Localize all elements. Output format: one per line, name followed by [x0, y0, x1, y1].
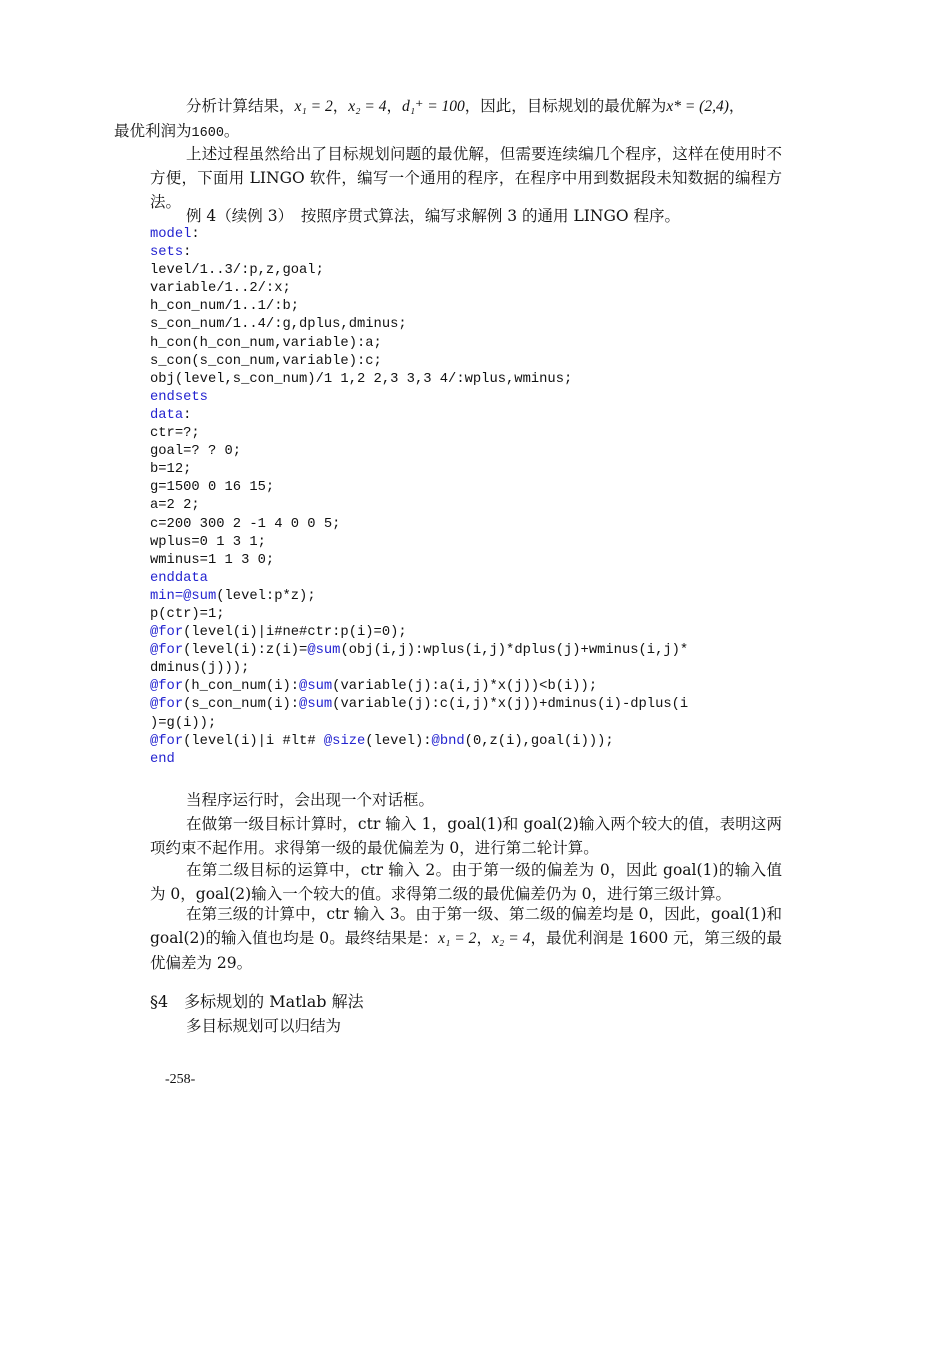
paragraph-level3 [150, 902, 782, 975]
code-line: data: [150, 407, 192, 423]
separator: ， [332, 97, 349, 115]
code-line: min=@sum(level:p*z); [150, 588, 316, 604]
paragraph-dialog: 当程序运行时，会出现一个对话框。 [186, 791, 435, 809]
equation-x2: x₂ = 4 [492, 930, 531, 947]
separator: ， [476, 929, 493, 947]
code-line: @for(level(i):z(i)=@sum(obj(i,j):wplus(i,j)*dplus(j)+wminus(i,j)* [150, 643, 689, 659]
page-number: -258- [165, 1072, 196, 1087]
equation-optimal: x* = (2,4) [666, 98, 729, 115]
code-line: variable/1..2/:x; [150, 281, 291, 297]
code-line: h_con_num/1..1/:b; [150, 299, 300, 315]
code-line: @for(level(i)|i #lt# @size(level):@bnd(0,z(i),goal(i))); [150, 733, 614, 749]
result-text-2: ，因此，目标规划的最优解为 [464, 97, 667, 115]
code-line: ctr=?; [150, 426, 200, 442]
equation-x1: x₁ = 2 [294, 98, 333, 115]
level3-text: 在第三级的计算中，ctr 输入 3。由于第一级、第二级的偏差均是 0，因此，goal(1)和 goal(2)的输入值也均是 0。最终结果是： [150, 905, 782, 947]
code-line: level/1..3/:p,z,goal; [150, 263, 324, 279]
code-line: obj(level,s_con_num)/1 1,2 2,3 3,3 4/:wplus,wminus; [150, 371, 573, 387]
code-line: a=2 2; [150, 498, 200, 514]
paragraph-level2: 在第二级目标的运算中，ctr 输入 2。由于第一级的偏差为 0，因此 goal(1)的输入值为 0，goal(2)输入一个较大的值。求得第二级的最优偏差仍为 0，进行第三级计算。 [150, 861, 782, 903]
equation-x2: x₂ = 4 [348, 98, 387, 115]
code-line: model: [150, 227, 200, 242]
result-text: 分析计算结果， [186, 97, 295, 115]
code-line: goal=? ? 0; [150, 444, 242, 460]
code-line: )=g(i)); [150, 715, 217, 731]
profit-value: 1600 [191, 126, 224, 141]
profit-line [114, 122, 239, 140]
period: 。 [223, 122, 240, 140]
paragraph-matlab-intro: 多目标规划可以归结为 [186, 1017, 342, 1035]
code-line: b=12; [150, 462, 192, 478]
profit-label: 最优利润为 [114, 122, 192, 140]
separator: ， [728, 97, 745, 115]
code-line: @for(s_con_num(i):@sum(variable(j):c(i,j)*x(j))+dminus(i)-dplus(i [150, 697, 689, 713]
code-line: h_con(h_con_num,variable):a; [150, 335, 382, 351]
code-line: wminus=1 1 3 0; [150, 552, 275, 568]
code-line: enddata [150, 570, 208, 586]
lingo-code-block [150, 226, 790, 769]
code-line: @for(level(i)|i#ne#ctr:p(i)=0); [150, 625, 407, 641]
paragraph-level1: 在做第一级目标计算时，ctr 输入 1，goal(1)和 goal(2)输入两个较大的值，表明这两项约束不起作用。求得第一级的最优偏差为 0，进行第二轮计算。 [150, 815, 782, 857]
code-line: endsets [150, 389, 208, 405]
code-line: @for(h_con_num(i):@sum(variable(j):a(i,j)*x(j))<b(i)); [150, 679, 598, 695]
equation-x1: x₁ = 2 [438, 930, 477, 947]
level3-text-2: ，最优利润是 1600 元，第三级的最优偏差为 29。 [150, 929, 782, 972]
code-line: sets: [150, 245, 192, 261]
section-heading: §4 多标规划的 Matlab 解法 [150, 992, 364, 1011]
code-line: g=1500 0 16 15; [150, 480, 275, 496]
code-line: end [150, 751, 175, 767]
equation-d1: d₁⁺ = 100 [402, 98, 465, 115]
code-line: dminus(j))); [150, 661, 250, 677]
code-line: c=200 300 2 -1 4 0 0 5; [150, 516, 341, 532]
paragraph-intro: 上述过程虽然给出了目标规划问题的最优解，但需要连续编几个程序，这样在使用时不方便，下面用 LINGO 软件，编写一个通用的程序，在程序中用到数据段未知数据的编程方法。 [150, 145, 782, 211]
code-line: s_con_num/1..4/:g,dplus,dminus; [150, 317, 407, 333]
separator: ， [386, 97, 403, 115]
paragraph-result [114, 94, 782, 146]
code-line: wplus=0 1 3 1; [150, 534, 266, 550]
paragraph-example: 例 4（续例 3） 按照序贯式算法，编写求解例 3 的通用 LINGO 程序。 [186, 207, 680, 225]
code-line: p(ctr)=1; [150, 606, 225, 622]
code-line: s_con(s_con_num,variable):c; [150, 353, 382, 369]
